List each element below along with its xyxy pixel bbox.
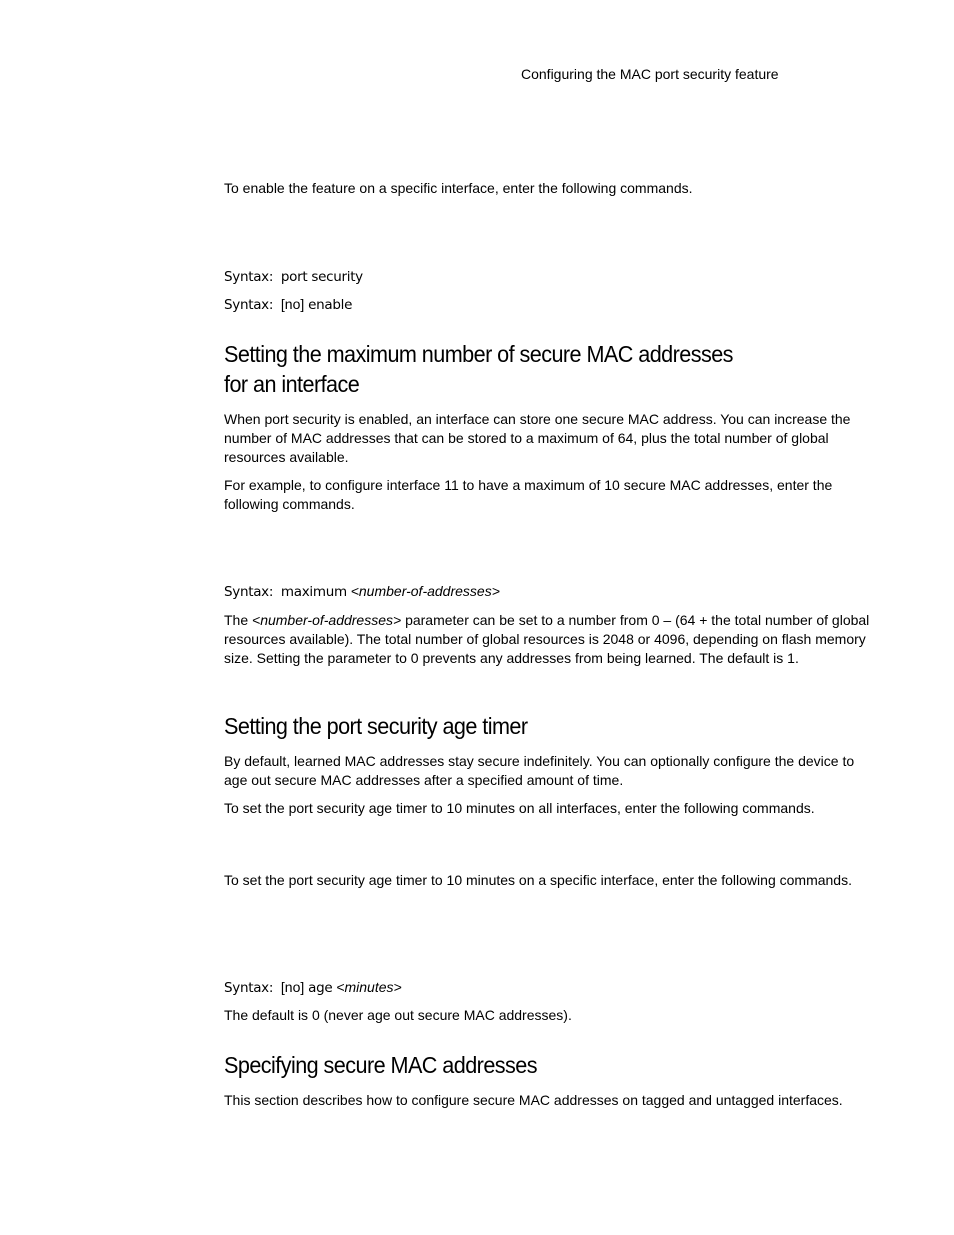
syntax-maximum [224,582,874,602]
age-timer-paragraph-4: The default is 0 (never age out secure MAC addresses). [224,1007,572,1023]
syntax-label: Syntax: [224,584,274,600]
syntax-optional: [no] [280,296,305,312]
syntax-enable [224,295,874,315]
p3-prefix: The [224,612,253,628]
syntax-age [224,978,874,998]
syntax-port-security [224,267,874,287]
max-addresses-paragraph-2: For example, to configure interface 11 to have a maximum of 10 secure MAC addresses, enter the following commands. [224,477,833,512]
syntax-label: Syntax: [224,269,274,285]
syntax-variable: <minutes> [336,979,402,995]
age-timer-paragraph-1: By default, learned MAC addresses stay secure indefinitely. You can optionally configure the device to age out secure MAC addresses after a specified amount of time. [224,753,855,788]
section-heading-secure-mac: Specifying secure MAC addresses [224,1052,537,1078]
syntax-optional: [no] [280,979,305,995]
syntax-command: port security [280,269,363,285]
secure-mac-paragraph-1: This section describes how to configure secure MAC addresses on tagged and untagged interfaces. [224,1092,843,1108]
syntax-command: age [308,980,333,996]
syntax-variable: <number-of-addresses> [350,583,500,599]
age-timer-paragraph-2: To set the port security age timer to 10 minutes on all interfaces, enter the following commands. [224,800,815,816]
syntax-label: Syntax: [224,297,274,313]
max-addresses-paragraph-3 [224,611,874,668]
max-addresses-paragraph-1: When port security is enabled, an interface can store one secure MAC address. You can increase the number of MAC addresses that can be stored to a maximum of 64, plus the total number of global resources available. [224,411,851,465]
section-heading-max-addresses: Setting the maximum number of secure MAC addresses [224,341,733,367]
running-header: Configuring the MAC port security feature [521,66,779,82]
section-heading-age-timer: Setting the port security age timer [224,713,528,739]
section-heading-max-addresses-line2: for an interface [224,371,360,397]
intro-paragraph: To enable the feature on a specific interface, enter the following commands. [224,180,693,196]
p3-variable: <number-of-addresses> [252,612,402,628]
p3-suffix: parameter can be set to a number from 0 – (64 + the total number of global resources available). The total number of global resources is 2048 or 4096, depending on flash memory size. Setting the parameter to 0 prevents any addresses from being learned. The default is 1. [224,612,870,666]
syntax-label: Syntax: [224,980,274,996]
age-timer-paragraph-3: To set the port security age timer to 10 minutes on a specific interface, enter the following commands. [224,872,852,888]
syntax-command: enable [308,297,353,313]
syntax-command: maximum [280,584,347,600]
